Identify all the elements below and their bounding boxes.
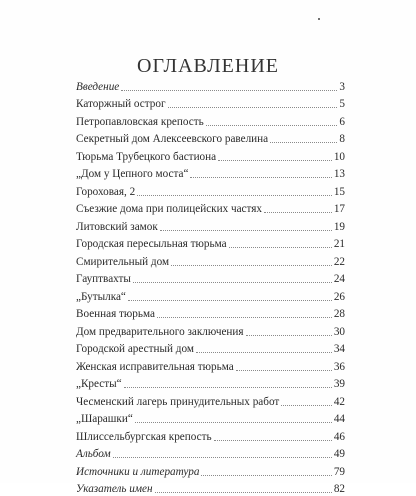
toc-dot-leader bbox=[206, 125, 338, 126]
toc-entry-page-number: 34 bbox=[332, 343, 345, 356]
toc-entry-page-number: 49 bbox=[332, 448, 345, 461]
toc-entry-page-number: 21 bbox=[332, 238, 345, 251]
toc-entry-page-number: 6 bbox=[337, 116, 345, 129]
toc-entry-label: Городская пересыльная тюрьма bbox=[76, 238, 229, 251]
toc-entry bbox=[76, 286, 345, 304]
toc-entry-label: Каторжный острог bbox=[76, 98, 168, 111]
toc-dot-leader bbox=[168, 107, 338, 108]
toc-entry bbox=[76, 129, 345, 147]
toc-entry-label: Тюрьма Трубецкого бастиона bbox=[76, 151, 218, 164]
toc-entry-page-number: 5 bbox=[337, 98, 345, 111]
toc-dot-leader bbox=[218, 160, 332, 161]
toc-entry-page-number: 26 bbox=[332, 291, 345, 304]
toc-entry-page-number: 24 bbox=[332, 273, 345, 286]
toc-dot-leader bbox=[124, 387, 332, 388]
toc-dot-leader bbox=[171, 265, 332, 266]
toc-entry bbox=[76, 199, 345, 217]
toc-entry bbox=[76, 461, 345, 479]
toc-dot-leader bbox=[236, 370, 332, 371]
toc-entry-label: Смирительный дом bbox=[76, 256, 171, 269]
toc-entry bbox=[76, 164, 345, 182]
toc-entry-page-number: 13 bbox=[332, 168, 345, 181]
toc-dot-leader bbox=[190, 177, 331, 178]
toc-entry bbox=[76, 426, 345, 444]
toc-entry-label: Гауптвахты bbox=[76, 273, 133, 286]
toc-entry bbox=[76, 479, 345, 496]
toc-entry-label: „Бутылка“ bbox=[76, 291, 128, 304]
toc-entry-label: Шлиссельбургская крепость bbox=[76, 431, 214, 444]
toc-entry-page-number: 36 bbox=[332, 361, 345, 374]
toc-dot-leader bbox=[201, 475, 331, 476]
toc-entry bbox=[76, 269, 345, 287]
toc-entry-page-number: 79 bbox=[332, 466, 345, 479]
toc-entry-page-number: 10 bbox=[332, 151, 345, 164]
toc-entry-label: Литовский замок bbox=[76, 221, 160, 234]
toc-dot-leader bbox=[270, 142, 337, 143]
toc-dot-leader bbox=[264, 212, 332, 213]
table-of-contents bbox=[76, 76, 345, 496]
toc-entry-page-number: 42 bbox=[332, 396, 345, 409]
toc-dot-leader bbox=[133, 282, 332, 283]
toc-entry bbox=[76, 339, 345, 357]
toc-entry-page-number: 19 bbox=[332, 221, 345, 234]
toc-entry-label: „Дом у Цепного моста“ bbox=[76, 168, 190, 181]
toc-entry-label: Военная тюрьма bbox=[76, 308, 157, 321]
toc-dot-leader bbox=[196, 352, 332, 353]
toc-entry bbox=[76, 76, 345, 94]
toc-entry-page-number: 39 bbox=[332, 378, 345, 391]
toc-entry-page-number: 17 bbox=[332, 203, 345, 216]
toc-entry-label: Секретный дом Алексеевского равелина bbox=[76, 133, 270, 146]
toc-entry bbox=[76, 234, 345, 252]
toc-entry-page-number: 22 bbox=[332, 256, 345, 269]
toc-entry bbox=[76, 181, 345, 199]
toc-entry bbox=[76, 146, 345, 164]
toc-dot-leader bbox=[214, 440, 332, 441]
toc-entry-page-number: 3 bbox=[337, 81, 345, 94]
toc-entry bbox=[76, 391, 345, 409]
toc-entry-page-number: 82 bbox=[332, 483, 345, 496]
toc-entry-page-number: 15 bbox=[332, 186, 345, 199]
toc-entry bbox=[76, 374, 345, 392]
toc-entry-page-number: 30 bbox=[332, 326, 345, 339]
toc-entry bbox=[76, 251, 345, 269]
toc-dot-leader bbox=[135, 422, 332, 423]
ink-speck bbox=[318, 18, 320, 20]
toc-dot-leader bbox=[157, 317, 332, 318]
toc-entry-label: Указатель имен bbox=[76, 483, 155, 496]
toc-entry bbox=[76, 444, 345, 462]
toc-entry-label: „Кресты“ bbox=[76, 378, 124, 391]
toc-entry-label: Городской арестный дом bbox=[76, 343, 196, 356]
toc-entry-label: Чесменский лагерь принудительных работ bbox=[76, 396, 281, 409]
toc-dot-leader bbox=[246, 335, 332, 336]
toc-dot-leader bbox=[137, 195, 332, 196]
toc-entry-label: Дом предварительного заключения bbox=[76, 326, 246, 339]
toc-entry bbox=[76, 321, 345, 339]
toc-dot-leader bbox=[281, 405, 332, 406]
toc-entry bbox=[76, 216, 345, 234]
toc-entry-page-number: 46 bbox=[332, 431, 345, 444]
toc-entry-label: Введение bbox=[76, 81, 121, 94]
toc-dot-leader bbox=[128, 300, 332, 301]
toc-entry bbox=[76, 94, 345, 112]
toc-entry bbox=[76, 409, 345, 427]
toc-entry bbox=[76, 111, 345, 129]
toc-entry bbox=[76, 356, 345, 374]
toc-dot-leader bbox=[113, 457, 332, 458]
toc-dot-leader bbox=[160, 230, 332, 231]
toc-entry-label: „Шарашки“ bbox=[76, 413, 135, 426]
toc-entry-label: Съезжие дома при полицейских частях bbox=[76, 203, 264, 216]
toc-entry-page-number: 44 bbox=[332, 413, 345, 426]
toc-dot-leader bbox=[229, 247, 332, 248]
toc-entry-label: Гороховая, 2 bbox=[76, 186, 137, 199]
toc-entry-page-number: 28 bbox=[332, 308, 345, 321]
toc-entry-label: Петропавловская крепость bbox=[76, 116, 206, 129]
toc-entry-page-number: 8 bbox=[337, 133, 345, 146]
toc-dot-leader bbox=[121, 90, 337, 91]
toc-entry-label: Источники и литература bbox=[76, 466, 201, 479]
toc-entry-label: Альбом bbox=[76, 448, 113, 461]
toc-entry-label: Женская исправительная тюрьма bbox=[76, 361, 236, 374]
page-title: ОГЛАВЛЕНИЕ bbox=[0, 55, 416, 78]
toc-entry bbox=[76, 304, 345, 322]
toc-dot-leader bbox=[155, 492, 332, 493]
